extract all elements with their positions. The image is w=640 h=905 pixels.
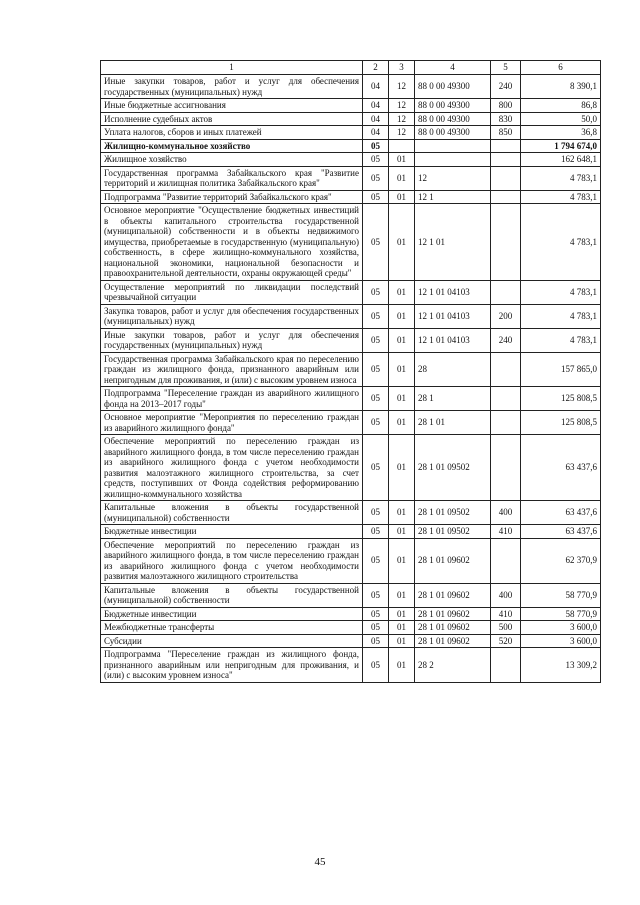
amount: 50,0 — [521, 112, 601, 126]
header-col-3: 3 — [389, 61, 415, 75]
table-row — [101, 280, 601, 304]
expense-type-code: 400 — [491, 501, 521, 525]
section-code: 05 — [363, 328, 389, 352]
item-name: Субсидии — [101, 634, 363, 648]
subsection-code: 01 — [389, 411, 415, 435]
table-row — [101, 126, 601, 140]
amount: 8 390,1 — [521, 75, 601, 99]
amount: 162 648,1 — [521, 153, 601, 167]
expense-type-code — [491, 190, 521, 204]
section-code: 04 — [363, 75, 389, 99]
item-name: Иные бюджетные ассигнования — [101, 99, 363, 113]
section-code: 05 — [363, 525, 389, 539]
item-name: Жилищно-коммунальное хозяйство — [101, 139, 363, 153]
subsection-code — [389, 139, 415, 153]
target-article-code — [415, 139, 491, 153]
table-row — [101, 607, 601, 621]
subsection-code: 01 — [389, 204, 415, 281]
expense-type-code: 200 — [491, 304, 521, 328]
target-article-code: 28 1 01 09602 — [415, 583, 491, 607]
subsection-code: 01 — [389, 621, 415, 635]
expense-type-code: 400 — [491, 583, 521, 607]
amount: 63 437,6 — [521, 435, 601, 501]
subsection-code: 01 — [389, 387, 415, 411]
table-row — [101, 648, 601, 683]
item-name: Жилищное хозяйство — [101, 153, 363, 167]
table-row — [101, 153, 601, 167]
target-article-code: 88 0 00 49300 — [415, 126, 491, 140]
target-article-code: 12 1 — [415, 190, 491, 204]
amount: 4 783,1 — [521, 204, 601, 281]
section-code: 04 — [363, 126, 389, 140]
target-article-code: 28 — [415, 352, 491, 387]
target-article-code: 12 1 01 — [415, 204, 491, 281]
subsection-code: 01 — [389, 153, 415, 167]
subsection-code: 01 — [389, 525, 415, 539]
table-body — [101, 75, 601, 683]
section-code: 05 — [363, 435, 389, 501]
page-number: 45 — [314, 856, 326, 868]
table-row — [101, 99, 601, 113]
subsection-code: 01 — [389, 304, 415, 328]
section-code: 05 — [363, 153, 389, 167]
table-header — [101, 61, 601, 75]
item-name: Капитальные вложения в объекты государственной (муниципальной) собственности — [101, 501, 363, 525]
item-name: Обеспечение мероприятий по переселению граждан из аварийного жилищного фонда, в том числе переселению граждан из аварийного жилищного фонда с учетом необходимости развития малоэтажного жилищного строительства, за счет средств, поступивших от Фонда содействия реформированию жилищно-коммунального хозяйства — [101, 435, 363, 501]
table-row — [101, 538, 601, 583]
section-code: 05 — [363, 607, 389, 621]
target-article-code: 88 0 00 49300 — [415, 112, 491, 126]
subsection-code: 12 — [389, 126, 415, 140]
target-article-code: 28 2 — [415, 648, 491, 683]
target-article-code: 12 — [415, 166, 491, 190]
target-article-code: 88 0 00 49300 — [415, 75, 491, 99]
table-row — [101, 328, 601, 352]
item-name: Подпрограмма "Переселение граждан из жилищного фонда, признанного аварийным или непригодным для проживания, и (или) с высоким уровнем износа" — [101, 648, 363, 683]
expense-type-code — [491, 352, 521, 387]
header-col-6: 6 — [521, 61, 601, 75]
amount: 13 309,2 — [521, 648, 601, 683]
subsection-code: 01 — [389, 190, 415, 204]
section-code: 05 — [363, 166, 389, 190]
section-code: 05 — [363, 538, 389, 583]
section-code: 05 — [363, 411, 389, 435]
amount: 58 770,9 — [521, 583, 601, 607]
amount: 125 808,5 — [521, 411, 601, 435]
expense-type-code — [491, 648, 521, 683]
item-name: Иные закупки товаров, работ и услуг для обеспечения государственных (муниципальных) нужд — [101, 328, 363, 352]
table-row — [101, 634, 601, 648]
item-name: Подпрограмма "Развитие территорий Забайкальского края" — [101, 190, 363, 204]
amount: 63 437,6 — [521, 501, 601, 525]
section-code: 05 — [363, 387, 389, 411]
section-code: 05 — [363, 190, 389, 204]
expense-type-code: 800 — [491, 99, 521, 113]
table-row — [101, 352, 601, 387]
table-row — [101, 304, 601, 328]
expense-type-code — [491, 139, 521, 153]
section-code: 05 — [363, 634, 389, 648]
item-name: Основное мероприятие "Осуществление бюджетных инвестиций в объекты капитального строительства государственной (муниципальной) собственности и в объекты недвижимого имущества, приобретаемые в государственную (муниципальную) собственность, в сфере жилищно-коммунального хозяйства, национальной экономики, национальной безопасности и правоохранительной деятельности, охраны окружающей среды" — [101, 204, 363, 281]
target-article-code: 28 1 01 09602 — [415, 634, 491, 648]
item-name: Основное мероприятие "Мероприятия по переселению граждан из аварийного жилищного фонда" — [101, 411, 363, 435]
amount: 1 794 674,0 — [521, 139, 601, 153]
table-row — [101, 166, 601, 190]
expense-type-code: 520 — [491, 634, 521, 648]
section-code: 05 — [363, 352, 389, 387]
header-col-5: 5 — [491, 61, 521, 75]
section-code: 05 — [363, 648, 389, 683]
subsection-code: 01 — [389, 607, 415, 621]
target-article-code: 12 1 01 04103 — [415, 328, 491, 352]
table-row — [101, 501, 601, 525]
expense-type-code: 410 — [491, 525, 521, 539]
amount: 62 370,9 — [521, 538, 601, 583]
table-row — [101, 621, 601, 635]
item-name: Закупка товаров, работ и услуг для обеспечения государственных (муниципальных) нужд — [101, 304, 363, 328]
amount: 4 783,1 — [521, 280, 601, 304]
target-article-code: 28 1 — [415, 387, 491, 411]
expense-type-code — [491, 280, 521, 304]
target-article-code: 28 1 01 09602 — [415, 621, 491, 635]
subsection-code: 12 — [389, 75, 415, 99]
expense-type-code: 830 — [491, 112, 521, 126]
target-article-code: 28 1 01 09602 — [415, 607, 491, 621]
target-article-code: 12 1 01 04103 — [415, 280, 491, 304]
item-name: Государственная программа Забайкальского края по переселению граждан из жилищного фонда, признанного аварийным или непригодным для проживания, и (или) с высоким уровнем износа — [101, 352, 363, 387]
subsection-code: 01 — [389, 648, 415, 683]
item-name: Обеспечение мероприятий по переселению граждан из аварийного жилищного фонда, в том числе переселению граждан из аварийного жилищного фонда с учетом необходимости развития малоэтажного жилищного строительства — [101, 538, 363, 583]
amount: 86,8 — [521, 99, 601, 113]
target-article-code: 28 1 01 09602 — [415, 538, 491, 583]
subsection-code: 01 — [389, 328, 415, 352]
expense-type-code: 240 — [491, 328, 521, 352]
subsection-code: 01 — [389, 538, 415, 583]
header-row — [101, 61, 601, 75]
section-code: 05 — [363, 621, 389, 635]
header-col-2: 2 — [363, 61, 389, 75]
table-row — [101, 387, 601, 411]
item-name: Межбюджетные трансферты — [101, 621, 363, 635]
table-row — [101, 190, 601, 204]
expense-type-code — [491, 153, 521, 167]
subsection-code: 01 — [389, 583, 415, 607]
subsection-code: 01 — [389, 634, 415, 648]
section-code: 05 — [363, 304, 389, 328]
expense-type-code — [491, 538, 521, 583]
header-col-4: 4 — [415, 61, 491, 75]
table-row — [101, 139, 601, 153]
budget-table — [100, 60, 601, 683]
item-name: Уплата налогов, сборов и иных платежей — [101, 126, 363, 140]
expense-type-code — [491, 387, 521, 411]
item-name: Бюджетные инвестиции — [101, 525, 363, 539]
subsection-code: 01 — [389, 501, 415, 525]
expense-type-code — [491, 435, 521, 501]
subsection-code: 12 — [389, 112, 415, 126]
expense-type-code — [491, 411, 521, 435]
target-article-code — [415, 153, 491, 167]
amount: 4 783,1 — [521, 304, 601, 328]
amount: 63 437,6 — [521, 525, 601, 539]
expense-type-code — [491, 204, 521, 281]
table-row — [101, 204, 601, 281]
table-row — [101, 75, 601, 99]
amount: 58 770,9 — [521, 607, 601, 621]
target-article-code: 28 1 01 09502 — [415, 501, 491, 525]
item-name: Бюджетные инвестиции — [101, 607, 363, 621]
section-code: 04 — [363, 99, 389, 113]
subsection-code: 01 — [389, 352, 415, 387]
section-code: 05 — [363, 204, 389, 281]
item-name: Исполнение судебных актов — [101, 112, 363, 126]
header-col-1: 1 — [101, 61, 363, 75]
section-code: 05 — [363, 280, 389, 304]
amount: 4 783,1 — [521, 166, 601, 190]
amount: 3 600,0 — [521, 621, 601, 635]
section-code: 05 — [363, 501, 389, 525]
target-article-code: 28 1 01 09502 — [415, 525, 491, 539]
item-name: Капитальные вложения в объекты государственной (муниципальной) собственности — [101, 583, 363, 607]
amount: 157 865,0 — [521, 352, 601, 387]
expense-type-code: 240 — [491, 75, 521, 99]
section-code: 04 — [363, 112, 389, 126]
amount: 4 783,1 — [521, 190, 601, 204]
item-name: Подпрограмма "Переселение граждан из аварийного жилищного фонда на 2013–2017 годы" — [101, 387, 363, 411]
target-article-code: 12 1 01 04103 — [415, 304, 491, 328]
table-row — [101, 525, 601, 539]
amount: 4 783,1 — [521, 328, 601, 352]
subsection-code: 01 — [389, 280, 415, 304]
section-code: 05 — [363, 139, 389, 153]
target-article-code: 28 1 01 — [415, 411, 491, 435]
expense-type-code — [491, 166, 521, 190]
subsection-code: 01 — [389, 435, 415, 501]
expense-type-code: 850 — [491, 126, 521, 140]
expense-type-code: 500 — [491, 621, 521, 635]
subsection-code: 01 — [389, 166, 415, 190]
table-row — [101, 411, 601, 435]
table-row — [101, 112, 601, 126]
table-row — [101, 583, 601, 607]
target-article-code: 88 0 00 49300 — [415, 99, 491, 113]
amount: 125 808,5 — [521, 387, 601, 411]
amount: 3 600,0 — [521, 634, 601, 648]
subsection-code: 12 — [389, 99, 415, 113]
section-code: 05 — [363, 583, 389, 607]
table-row — [101, 435, 601, 501]
expense-type-code: 410 — [491, 607, 521, 621]
item-name: Государственная программа Забайкальского края "Развитие территорий и жилищная политика Забайкальского края" — [101, 166, 363, 190]
target-article-code: 28 1 01 09502 — [415, 435, 491, 501]
item-name: Осуществление мероприятий по ликвидации последствий чрезвычайной ситуации — [101, 280, 363, 304]
amount: 36,8 — [521, 126, 601, 140]
item-name: Иные закупки товаров, работ и услуг для обеспечения государственных (муниципальных) нужд — [101, 75, 363, 99]
